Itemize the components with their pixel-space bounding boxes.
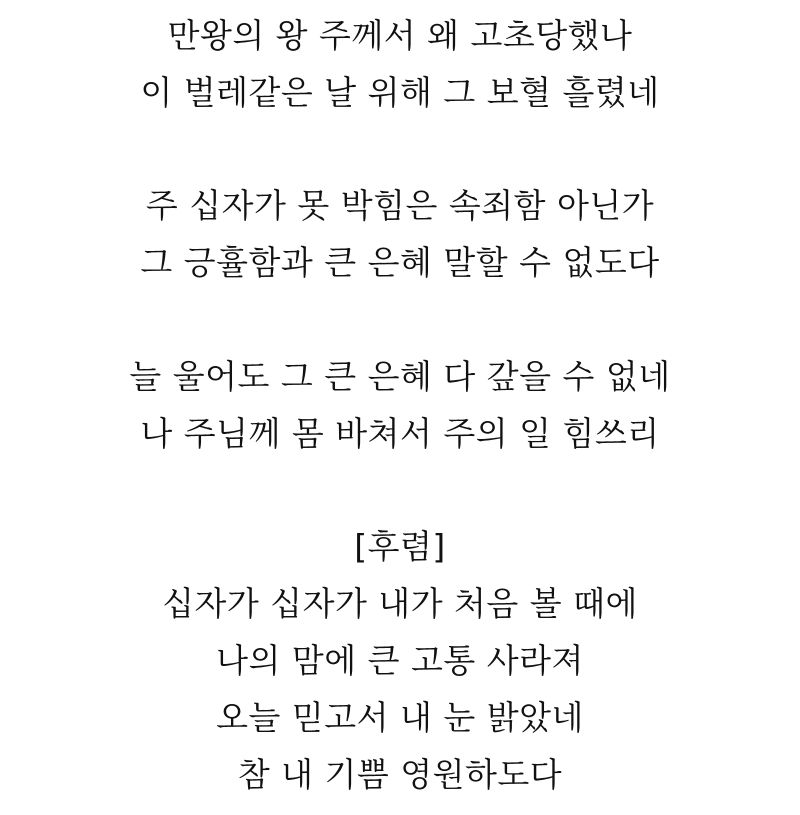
chorus-heading: [후렴] [354,527,446,566]
verse-2-line-1: 주 십자가 못 박힘은 속죄함 아닌가 [145,186,655,225]
verse-2-line-2: 그 긍휼함과 큰 은혜 말할 수 없도다 [140,243,660,282]
chorus-line-2: 나의 맘에 큰 고통 사라져 [216,641,584,680]
verse-1-line-2: 이 벌레같은 날 위해 그 보혈 흘렸네 [140,73,660,112]
verse-3-line-2: 나 주님께 몸 바쳐서 주의 일 힘쓰리 [140,414,660,453]
verse-3-line-1: 늘 울어도 그 큰 은혜 다 갚을 수 없네 [129,357,671,396]
chorus-line-1: 십자가 십자가 내가 처음 볼 때에 [162,584,638,623]
chorus-line-3: 오늘 믿고서 내 눈 밝았네 [216,698,584,737]
chorus-line-4: 참 내 기쁨 영원하도다 [237,755,563,794]
verse-1-line-1: 만왕의 왕 주께서 왜 고초당했나 [167,16,633,55]
